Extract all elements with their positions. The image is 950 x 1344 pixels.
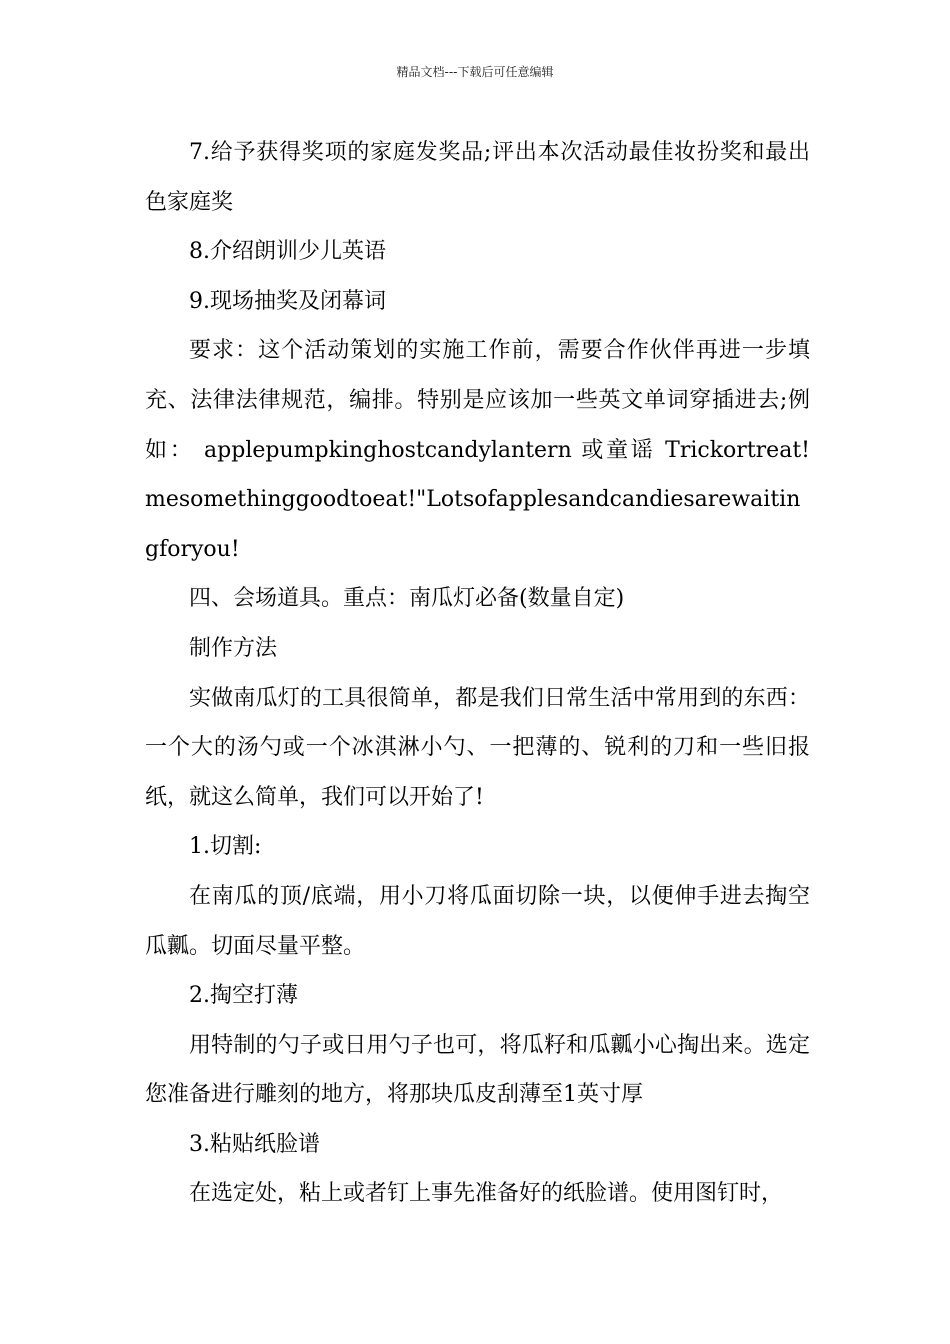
subheading-method: 制作方法 [189,635,278,661]
step-heading-paste: 3.粘贴纸脸谱 [189,1131,320,1157]
paragraph-award-item: 7.给予获得奖项的家庭发奖品;评出本次活动最佳妆扮奖和最出色家庭奖 [145,140,810,215]
page-header: 精品文档---下载后可任意编辑 [396,65,554,79]
paragraph-paste: 在选定处，粘上或者钉上事先准备好的纸脸谱。使用图钉时， [189,1181,784,1207]
paragraph-english-intro: 8.介绍朗训少儿英语 [189,239,386,265]
paragraph-cut: 在南瓜的顶/底端，用小刀将瓜面切除一块，以便伸手进去掏空瓜瓤。切面尽量平整。 [145,883,810,959]
step-heading-hollow: 2.掏空打薄 [189,983,298,1009]
section-heading-props: 四、会场道具。重点：南瓜灯必备(数量自定) [189,586,625,612]
document-body [145,128,810,1219]
paragraph-lottery-closing: 9.现场抽奖及闭幕词 [189,288,386,314]
paragraph-tools: 实做南瓜灯的工具很简单，都是我们日常生活中常用到的东西：一个大的汤勺或一个冰淇淋小勺、一把薄的、锐利的刀和一些旧报纸，就这么简单，我们可以开始了! [145,685,810,810]
step-heading-cut: 1.切割: [189,834,262,860]
paragraph-requirements: 要求：这个活动策划的实施工作前，需要合作伙伴再进一步填充、法律法律规范，编排。特别是应该加一些英文单词穿插进去;例如： applepumpkinghostcandylantern 或童谣 Trickortreat! mesomethinggoodtoeat!"Lotsofapplesandcandiesarewaitingforyou! [145,338,810,562]
paragraph-hollow: 用特制的勺子或日用勺子也可，将瓜籽和瓜瓤小心掏出来。选定您准备进行雕刻的地方，将那块瓜皮刮薄至1英寸厚 [145,1032,810,1108]
